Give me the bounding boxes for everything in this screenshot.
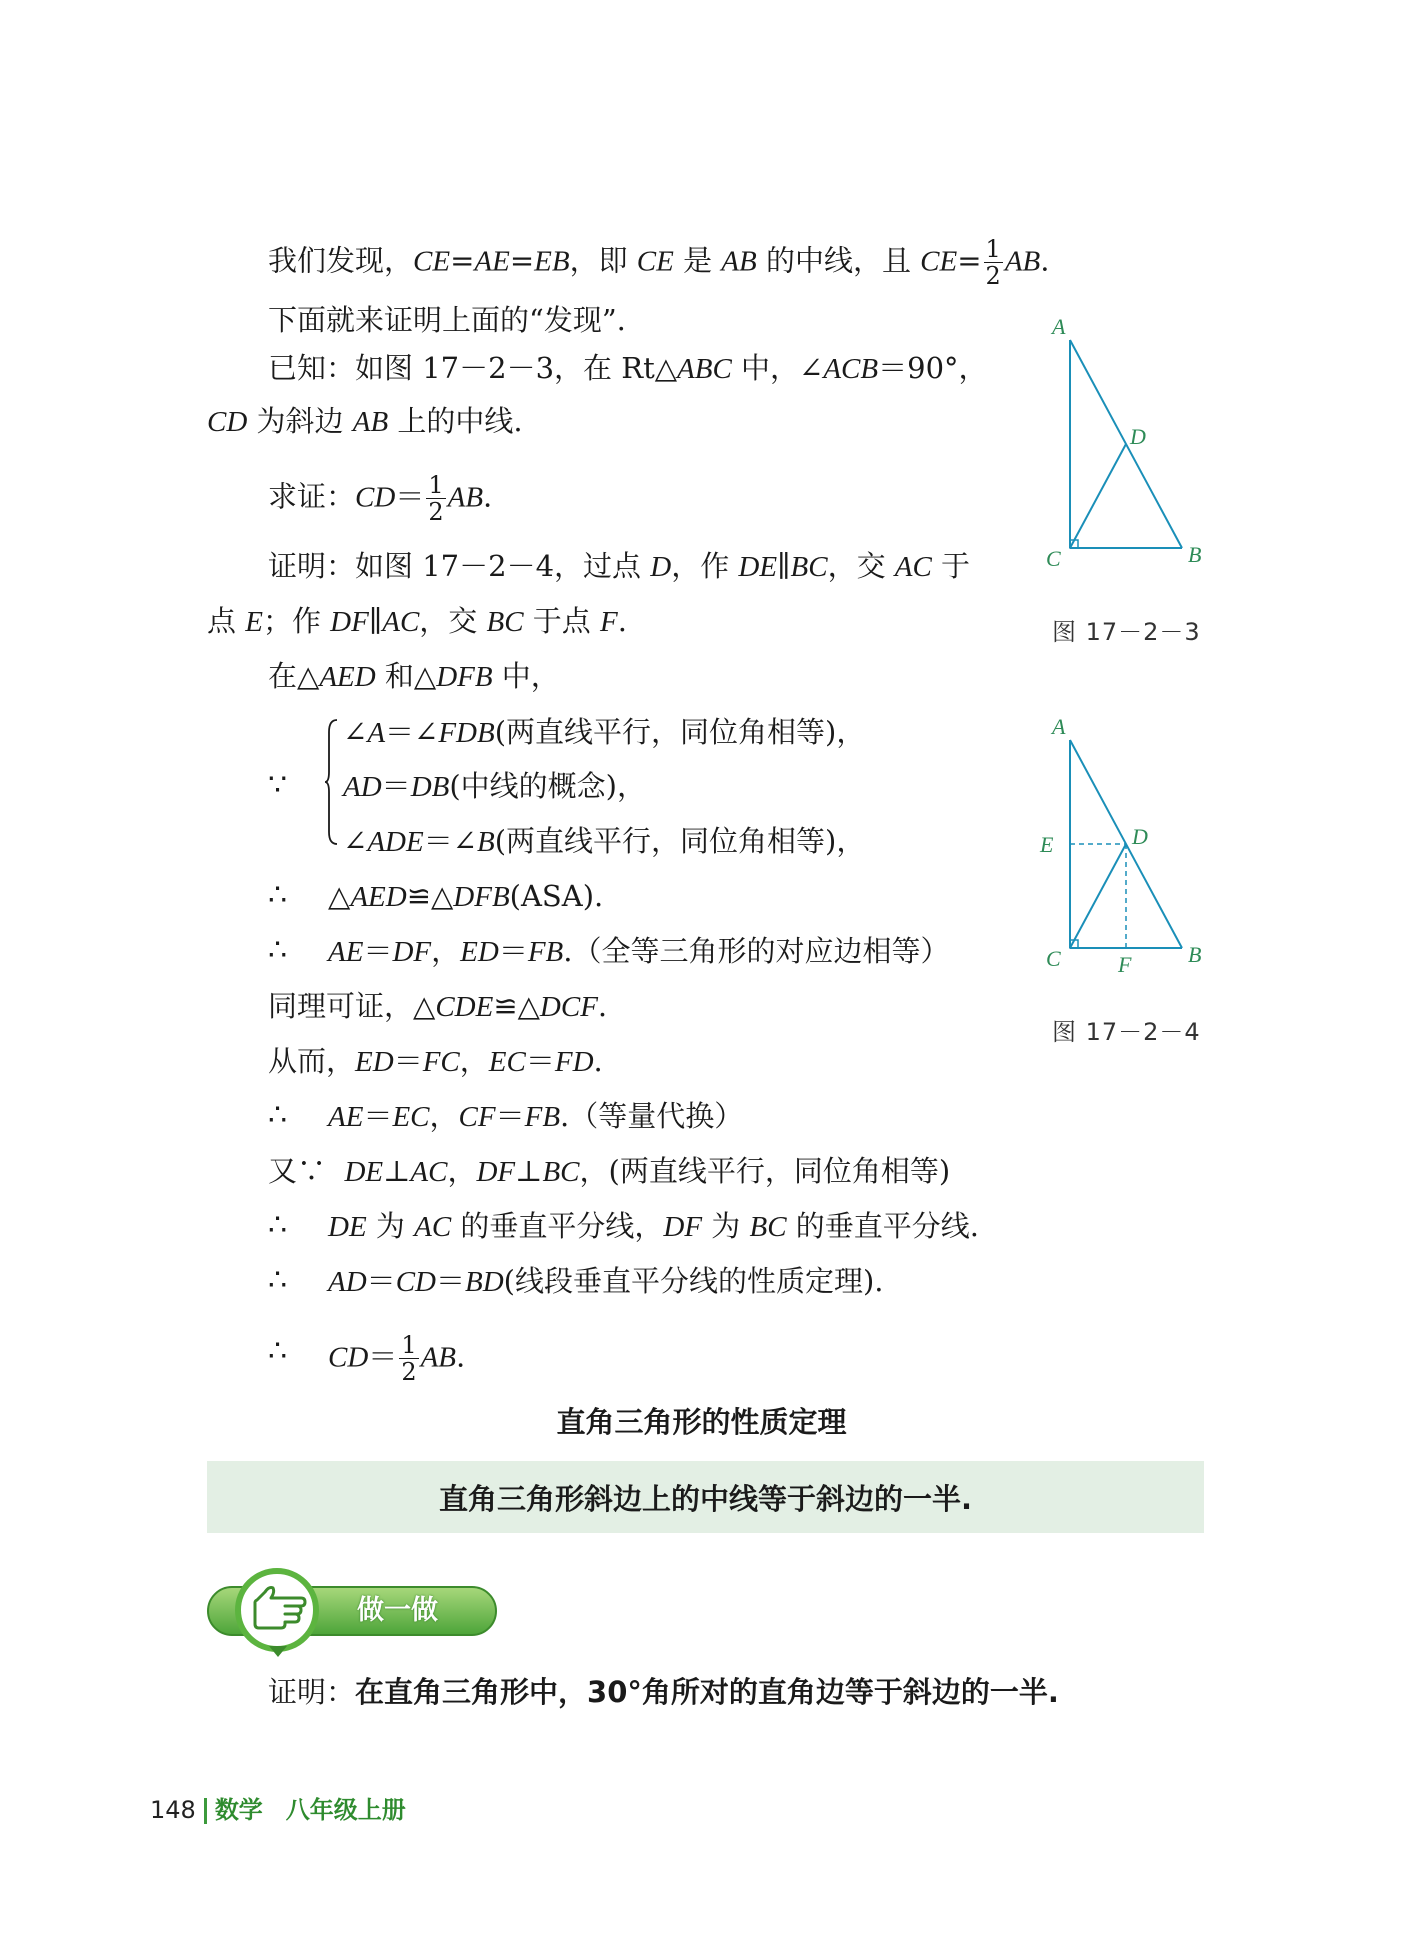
therefore-symbol: ∴	[268, 1208, 288, 1243]
therefore-symbol: ∴	[268, 878, 288, 913]
therefore-symbol: ∴	[268, 933, 288, 968]
text-line-17: CD＝ $\frac{1}{2}$ AB.	[328, 1331, 466, 1386]
text-line-1: 我们发现，CE=AE=EB，即 CE 是 AB 的中线，且 CE= $\frac{1}{2}$ AB.	[268, 235, 1050, 290]
text-line-14: 又∵ DE⊥AC，DF⊥BC，(两直线平行，同位角相等)	[268, 1154, 951, 1188]
text-line-4: CD 为斜边 AB 上的中线.	[207, 404, 523, 438]
label-f: F	[1118, 952, 1132, 977]
text-line-10: AE＝DF，ED＝FB.（全等三角形的对应边相等）	[328, 934, 950, 968]
text-line-8: 在△AED 和△DFB 中，	[268, 659, 560, 693]
fraction-one-half: $\frac{1}{2}$	[985, 235, 1001, 290]
fraction-one-half: $\frac{1}{2}$	[428, 471, 444, 526]
label-b: B	[1188, 942, 1202, 967]
figure-caption: 图 17－2－4	[1052, 1018, 1201, 1046]
badge-circle	[235, 1568, 319, 1652]
because-symbol: ∵	[268, 768, 288, 803]
badge-pointer	[269, 1646, 287, 1657]
footer-divider	[204, 1798, 207, 1824]
text-line-16: AD＝CD＝BD(线段垂直平分线的性质定理).	[328, 1264, 884, 1298]
exercise-text: 证明：在直角三角形中，30°角所对的直角边等于斜边的一半.	[268, 1675, 1059, 1709]
text-line-6: 证明：如图 17－2－4，过点 D，作 DE∥BC，交 AC 于	[268, 549, 971, 583]
book-label: 八年级上册	[285, 1796, 406, 1824]
case-line-1: ∠A＝∠FDB(两直线平行，同位角相等)，	[343, 715, 866, 749]
therefore-symbol: ∴	[268, 1334, 288, 1369]
theorem-statement: 直角三角形斜边上的中线等于斜边的一半.	[438, 1481, 973, 1516]
case-line-3: ∠ADE＝∠B(两直线平行，同位角相等)，	[343, 824, 866, 858]
figure-17-2-3	[1030, 310, 1230, 580]
label-c: C	[1046, 546, 1061, 571]
text-line-7: 点 E；作 DF∥AC，交 BC 于点 F.	[207, 604, 627, 638]
therefore-symbol: ∴	[268, 1098, 288, 1133]
left-brace	[325, 718, 339, 846]
text-line-9: △AED≌△DFB(ASA).	[328, 879, 604, 913]
segment-cd	[1070, 444, 1126, 548]
figure-17-2-4	[1030, 710, 1230, 980]
text-line-5: 求证：CD＝ $\frac{1}{2}$ AB.	[268, 471, 493, 526]
label-b: B	[1188, 542, 1202, 567]
fraction-one-half: $\frac{1}{2}$	[401, 1331, 417, 1386]
text-line-13: AE＝EC，CF＝FB.（等量代换）	[328, 1099, 744, 1133]
theorem-box	[207, 1461, 1204, 1533]
segment-cd	[1070, 844, 1126, 948]
theorem-title: 直角三角形的性质定理	[556, 1405, 847, 1439]
page-footer	[150, 1790, 406, 1825]
label-c: C	[1046, 946, 1061, 971]
text-line-2: 下面就来证明上面的“发现”.	[268, 303, 626, 337]
label-e: E	[1040, 832, 1054, 857]
subject-label: 数学	[214, 1796, 263, 1824]
case-line-2: AD＝DB(中线的概念)，	[343, 769, 646, 803]
badge-label: 做一做	[357, 1595, 438, 1626]
label-a: A	[1052, 714, 1066, 739]
therefore-symbol: ∴	[268, 1263, 288, 1298]
activity-badge	[207, 1568, 497, 1658]
text-line-12: 从而，ED＝FC，EC＝FD.	[268, 1044, 603, 1078]
label-a: A	[1052, 314, 1066, 339]
label-d: D	[1132, 824, 1148, 849]
text-line-15: DE 为 AC 的垂直平分线，DF 为 BC 的垂直平分线.	[328, 1209, 979, 1243]
pointing-hand-icon	[241, 1574, 313, 1646]
text-line-3: 已知：如图 17－2－3，在 Rt△ABC 中，∠ACB＝90°，	[268, 351, 988, 385]
page-number: 148	[150, 1796, 196, 1824]
label-d: D	[1130, 424, 1146, 449]
figure-caption: 图 17－2－3	[1052, 618, 1201, 646]
text-line-11: 同理可证，△CDE≌△DCF.	[268, 989, 608, 1023]
